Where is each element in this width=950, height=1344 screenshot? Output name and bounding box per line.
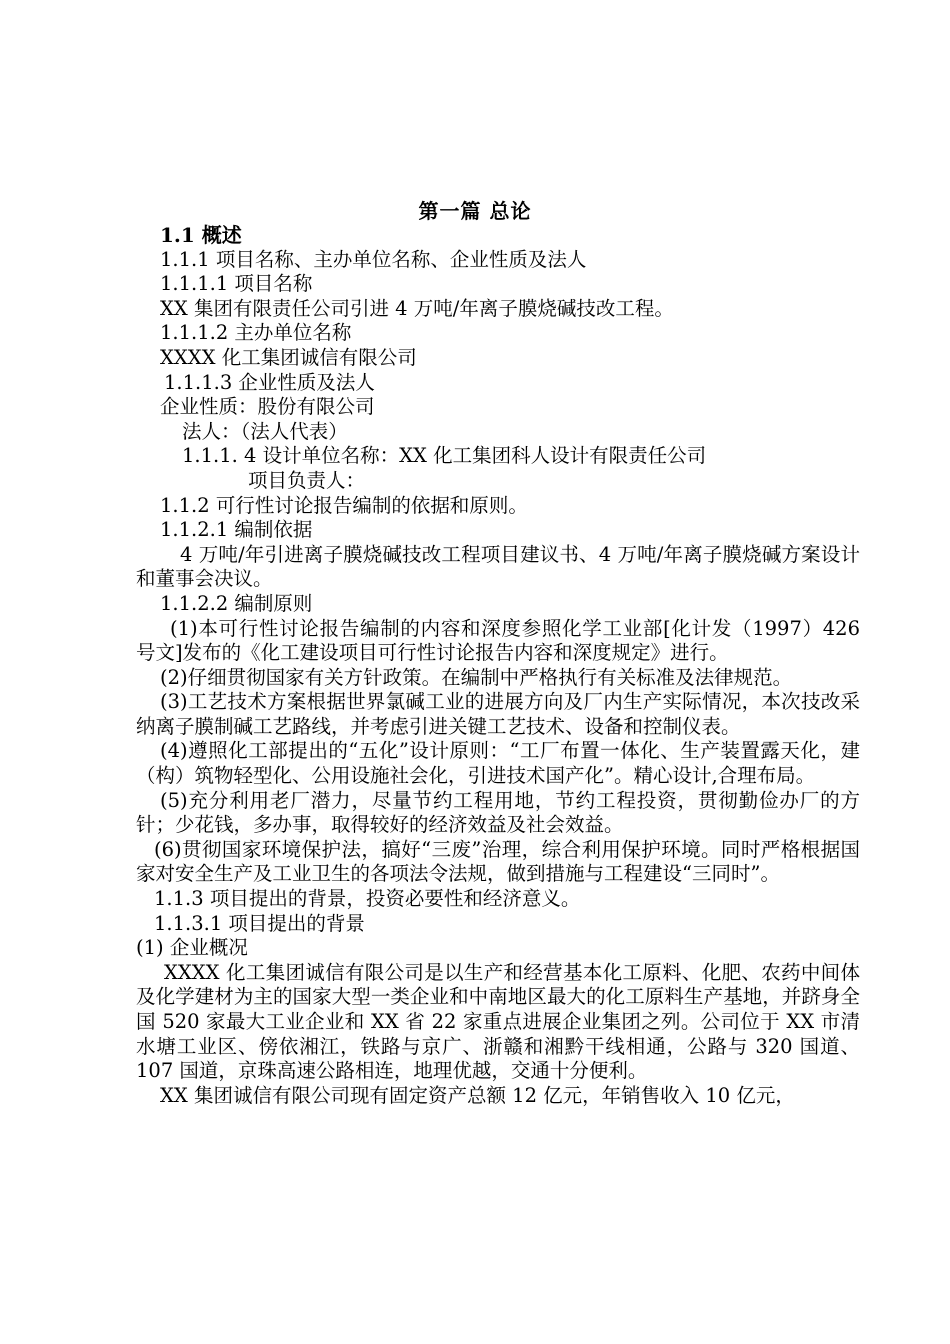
principle-paragraph-4: (4)遵照化工部提出的“五化”设计原则：“工厂布置一体化、生产装置露天化，建（构）筑物轻型化、公用设施社会化，引进技术国产化”。精心设计,合理布局。: [136, 739, 860, 788]
company-overview-heading: (1) 企业概况: [136, 936, 248, 960]
principle-paragraph-1: (1)本可行性讨论报告编制的内容和深度参照化学工业部[化计发（1997）426 号文]发布的《化工建设项目可行性讨论报告内容和深度规定》进行。: [136, 616, 860, 665]
section-heading-1-1-1-3: 1.1.1.3 企业性质及法人: [164, 370, 375, 394]
section-heading-1-1-2: 1.1.2 可行性讨论报告编制的依据和原则。: [160, 493, 528, 517]
principle-paragraph-5: (5)充分利用老厂潜力，尽量节约工程用地，节约工程投资，贯彻勤俭办厂的方针；少花钱，多办事，取得较好的经济效益及社会效益。: [136, 788, 860, 837]
section-heading-1-1-1-4: 1.1.1. 4 设计单位名称：XX 化工集团科人设计有限责任公司: [182, 444, 707, 468]
document-body: [136, 223, 860, 1108]
section-heading-1-1-3-1: 1.1.3.1 项目提出的背景: [154, 911, 365, 935]
enterprise-nature-text: 企业性质：股份有限公司: [160, 395, 375, 419]
project-name-text: XX 集团有限责任公司引进 4 万吨/年离子膜烧碱技改工程。: [160, 296, 674, 320]
legal-person-text: 法人：（法人代表）: [182, 419, 348, 443]
principle-paragraph-2: (2)仔细贯彻国家有关方针政策。在编制中严格执行有关标准及法律规范。: [160, 665, 793, 689]
assets-paragraph: XX 集团诚信有限公司现有固定资产总额 12 亿元，年销售收入 10 亿元，: [160, 1083, 795, 1107]
project-leader-text: 项目负责人：: [248, 468, 366, 492]
section-heading-1-1-2-2: 1.1.2.2 编制原则: [160, 591, 313, 615]
principle-paragraph-6: (6)贯彻国家环境保护法，搞好“三废”治理，综合利用保护环境。同时严格根据国家对安全生产及工业卫生的各项法令法规，做到措施与工程建设“三同时”。: [136, 837, 860, 886]
sponsor-text: XXXX 化工集团诚信有限公司: [160, 345, 417, 369]
section-heading-1-1-3: 1.1.3 项目提出的背景，投资必要性和经济意义。: [154, 887, 581, 911]
principle-paragraph-3: (3)工艺技术方案根据世界氯碱工业的进展方向及厂内生产实际情况，本次技改采纳离子膜制碱工艺路线，并考虑引进关键工艺技术、设备和控制仪表。: [136, 690, 860, 738]
section-heading-1-1-1-2: 1.1.1.2 主办单位名称: [160, 321, 352, 345]
section-heading-1-1: 1.1 概述: [160, 223, 242, 247]
basis-paragraph: 4 万吨/年引进离子膜烧碱技改工程项目建议书、4 万吨/年离子膜烧碱方案设计和董事会决议。: [136, 542, 860, 591]
chapter-title: 第一篇 总论: [418, 199, 532, 223]
section-heading-1-1-1-1: 1.1.1.1 项目名称: [160, 272, 313, 296]
section-heading-1-1-1: 1.1.1 项目名称、主办单位名称、企业性质及法人: [160, 247, 587, 271]
section-heading-1-1-2-1: 1.1.2.1 编制依据: [160, 518, 313, 542]
company-overview-paragraph: XXXX 化工集团诚信有限公司是以生产和经营基本化工原料、化肥、农药中间体及化学建材为主的国家大型一类企业和中南地区最大的化工原料生产基地，并跻身全国 520 家最大工业企业和 XX 省 22 家重点进展企业集团之列。公司位于 XX 市清水塘工业区、傍依湘江，铁路与京广、浙赣和湘黔干线相通，公路与 320 国道、107 国道，京珠高速公路相连，地理优越，交通十分便利。: [136, 960, 860, 1083]
